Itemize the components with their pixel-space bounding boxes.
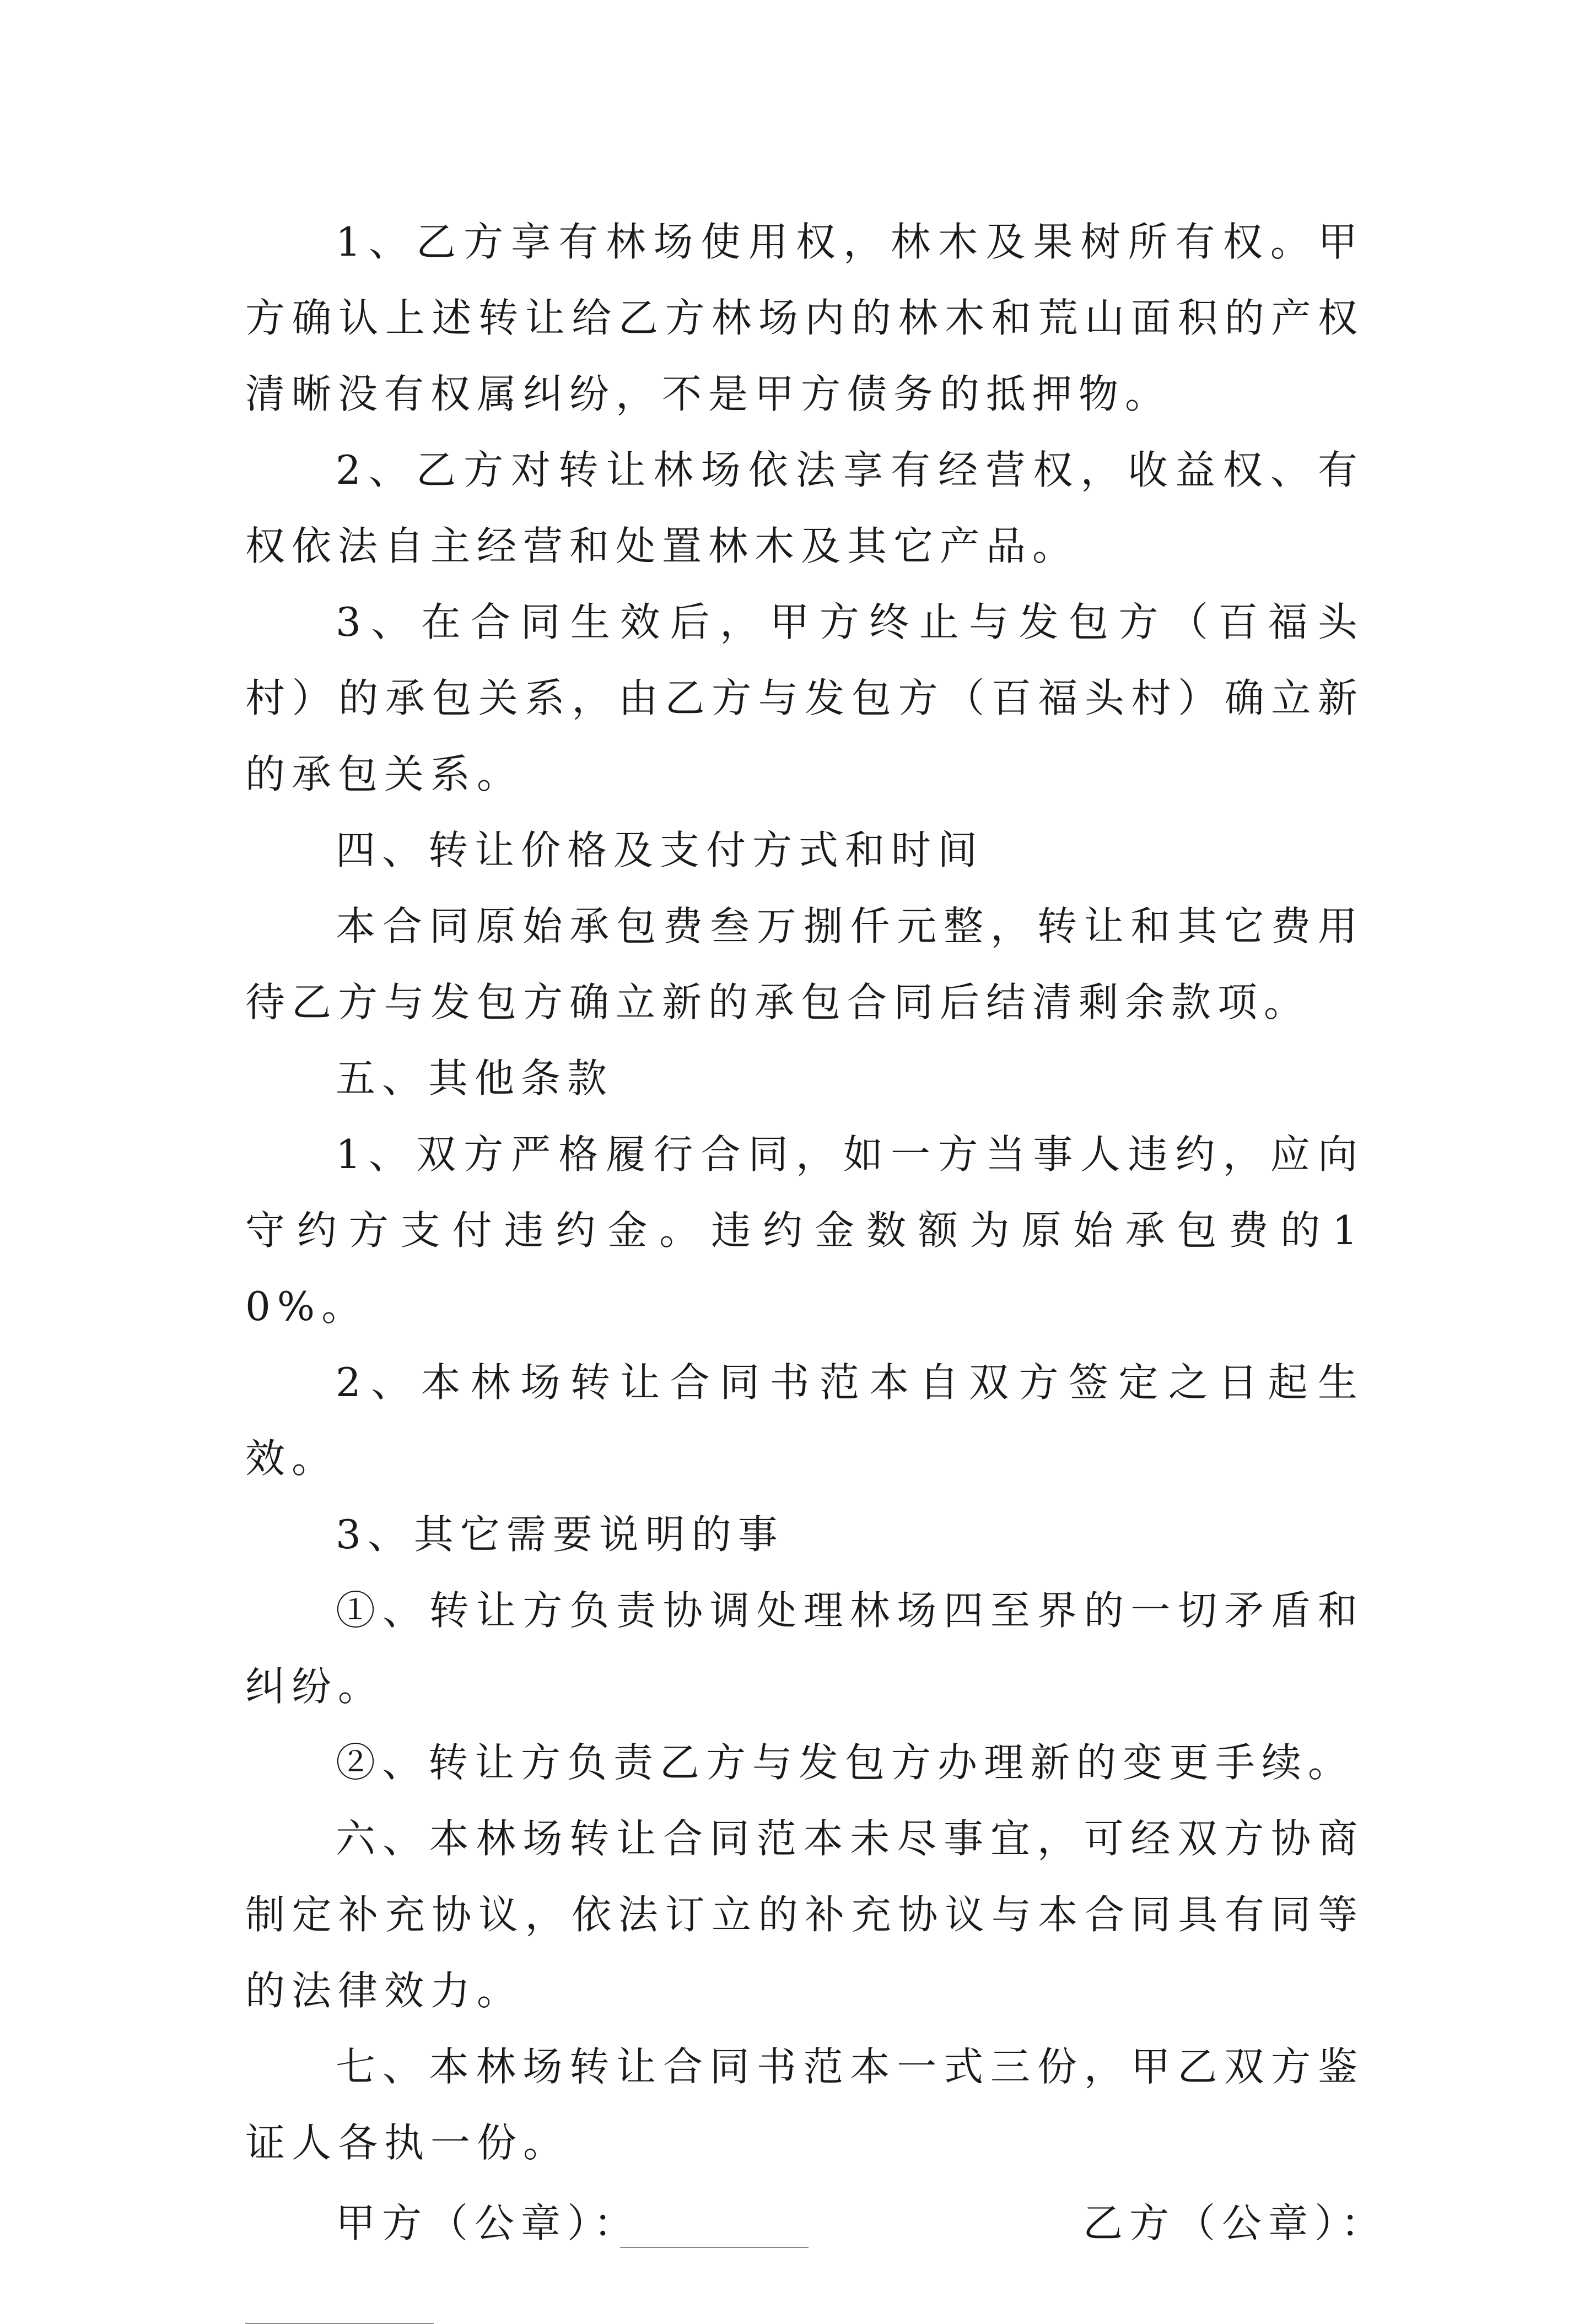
section-heading-other-terms: 五、其他条款 [336, 1055, 614, 1101]
section-seven-copies: 七、本林场转让合同书范本一式三份，甲乙双方鉴证人各执一份。 [245, 2044, 1364, 2166]
clause-other-1-breach: 1、双方严格履行合同，如一方当事人违约，应向守约方支付违约金。违约金数额为原始承包费的10%。 [245, 1131, 1364, 1329]
clause-1-usage-rights: 1、乙方享有林场使用权，林木及果树所有权。甲方确认上述转让给乙方林场内的林木和荒山面积的产权清晰没有权属纠纷，不是甲方债务的抵押物。 [245, 219, 1364, 417]
note-item-1: ①、转让方负责协调处理林场四至界的一切矛盾和纠纷。 [245, 1587, 1364, 1710]
signature-row [245, 2185, 1388, 2261]
clause-price-detail: 本合同原始承包费叁万捌仟元整，转让和其它费用待乙方与发包方确立新的承包合同后结清剩余款项。 [245, 903, 1364, 1025]
party-b-seal-label: 乙方（公章）： [1083, 2200, 1388, 2246]
clause-other-3-notes: 3、其它需要说明的事 [336, 1511, 784, 1558]
document-body [245, 204, 1388, 2261]
clause-2-operating-rights: 2、乙方对转让林场依法享有经营权，收益权、有权依法自主经营和处置林木及其它产品。 [245, 447, 1364, 569]
section-heading-price: 四、转让价格及支付方式和时间 [336, 827, 984, 873]
clause-3-contract-relationship: 3、在合同生效后，甲方终止与发包方（百福头村）的承包关系，由乙方与发包方（百福头村）确立新的承包关系。 [245, 599, 1364, 797]
party-a-seal-label: 甲方（公章）： [336, 2200, 640, 2246]
clause-other-2-effective: 2、本林场转让合同书范本自双方签定之日起生效。 [245, 1359, 1364, 1482]
section-six-supplementary: 六、本林场转让合同范本未尽事宜，可经双方协商制定补充协议，依法订立的补充协议与本合同具有同等的法律效力。 [245, 1815, 1364, 2014]
note-item-2: ②、转让方负责乙方与发包方办理新的变更手续。 [336, 1739, 1355, 1786]
party-a-signature-line [620, 2247, 809, 2248]
